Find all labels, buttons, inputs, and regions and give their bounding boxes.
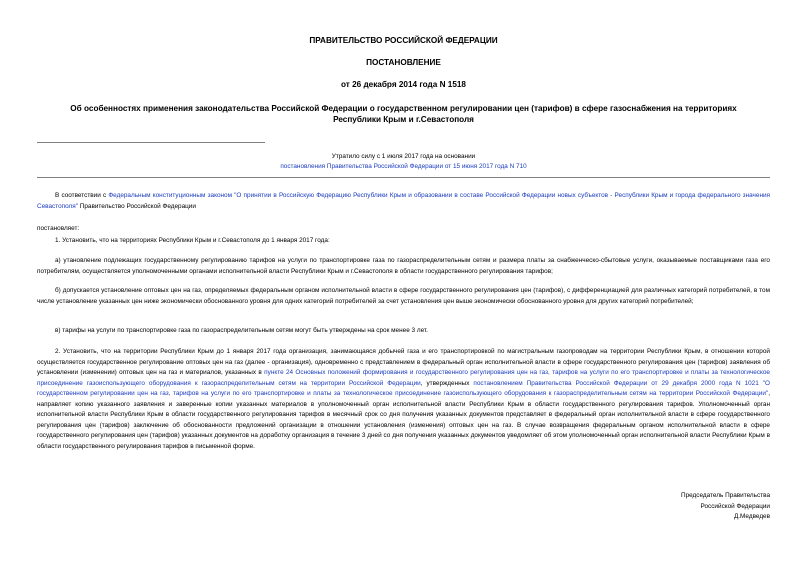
divider-top [37,142,265,143]
paragraph-1b: б) допускается установление оптовых цен на газ, определяемых федеральным органом исполнительной власти в сфере государственного регулирования цен (тарифов), с дифференциацией для различных категорий потребителей, в том числе установление указанных цен ниже экономически обоснованного уровня для одних категорий потребителей за счет установления цен выше экономически обоснованного уровня для других категорий потребителей; [37,287,770,305]
status-link[interactable]: постановления Правительства Российской Федерации от 15 июня 2017 года N 710 [280,163,527,170]
status-text: Утратило силу с 1 июля 2017 года на основании [331,153,476,160]
status-notice [0,152,807,172]
intro-suffix: Правительство Российской Федерации [77,202,196,210]
signature-block [681,491,770,523]
p2-link-resolution-1021[interactable]: постановлением Правительства Российской Федерации от 29 декабря 2000 года N 1021 "О государственном регулировании цен на газ, тарифов на услуги по его транспортировке и платы за технологическое присоединение газоиспользующего оборудования к газораспределительным сетям на территории Российской Федерации" [37,379,770,397]
signature-name: Д.Медведев [733,513,770,520]
divider-bottom [37,177,770,178]
intro-prefix: В соответствии с [55,192,109,199]
resolves-text: постановляет: [37,225,80,232]
p2-part-a: 2. Установить, что на территории Республики Крым до 1 января 2017 года организация, занимающаяся добычей газа и его транспортировкой по магистральным газопроводам на территории Республики Крым, в отношении которой осуществляется государственное регулирование оптовых цен на газ (далее - организация), одновременно с представлением в федеральный орган исполнительной власти в сфере государственного регулирования цен (тарифов) заявления об установлении (изменении) оптовых цен на газ и материалов, указанных в [37,348,770,376]
paragraph-1v: в) тарифы на услуги по транспортировке газа по газораспределительным сетям могут быть утверждены на срок менее 3 лет. [55,327,428,334]
signature-title: Председатель Правительства [681,492,770,499]
signature-org: Российской Федерации [700,502,770,510]
date-number: от 26 декабря 2014 года N 1518 [341,80,466,89]
paragraph-1a: а) утановление подлежащих государственному регулированию тарифов на услуги по транспортировке газа по газораспределительным сетям и размера платы за снабженческо-сбытовые услуги, оказываемые поставщиками газа его потребителям, осуществляется уполномоченными органами исполнительной власти Республики Крым и г.Севастополя в области государственного регулирования тарифов; [37,257,770,275]
paragraph-1: 1. Установить, что на территориях Республики Крым и г.Севастополя до 1 января 2017 года: [55,237,330,244]
intro-paragraph [37,191,770,212]
document-title: Об особенностях применения законодательства Российской Федерации о государственном регулировании цен (тарифов) в сфере газоснабжения на территориях Республики Крым и г.Севастополя [70,104,737,124]
document-type: ПОСТАНОВЛЕНИЕ [366,58,441,67]
p2-link-basic-provisions[interactable]: пункте 24 Основных положений формирования и государственного регулирования цен на газ, тарифов на услуги по его транспортировке и платы за технологическое присоединение газоиспользующего оборудования к газораспределительным сетям на территории Российской Федерации [37,369,770,387]
government-heading: ПРАВИТЕЛЬСТВО РОССИЙСКОЙ ФЕДЕРАЦИИ [309,36,498,45]
paragraph-2 [37,347,770,452]
p2-part-b: , утвержденных [420,379,474,387]
intro-law-link[interactable]: Федеральным конституционным законом "О принятии в Российскую Федерацию Республики Крым и образовании в составе Российской Федерации новых субъектов - Республики Крым и города федерального значения Севастополя" [37,192,770,210]
p2-part-c: , направляет копию указанного заявления и заверенные копии указанных материалов в уполномоченный орган исполнительной власти Республики Крым в области государственного регулирования тарифов. Уполномоченный орган исполнительной власти Республики Крым в области государственного регулирования тарифов в месячный срок со дня получения указанных документов представляет в федеральный орган исполнительной власти в сфере государственного регулирования цен (тарифов) заключение об обоснованности предложений организации в отношении установления (изменения) оптовых цен на газ. В случае возвращения федеральным органом исполнительной власти в сфере государственного регулирования цен (тарифов) указанных документов на доработку организация в течение 3 дней со дня получения указанных документов уведомляет об этом уполномоченный орган исполнительной власти Республики Крым в области государственного регулирования тарифов в письменной форме. [37,390,770,450]
